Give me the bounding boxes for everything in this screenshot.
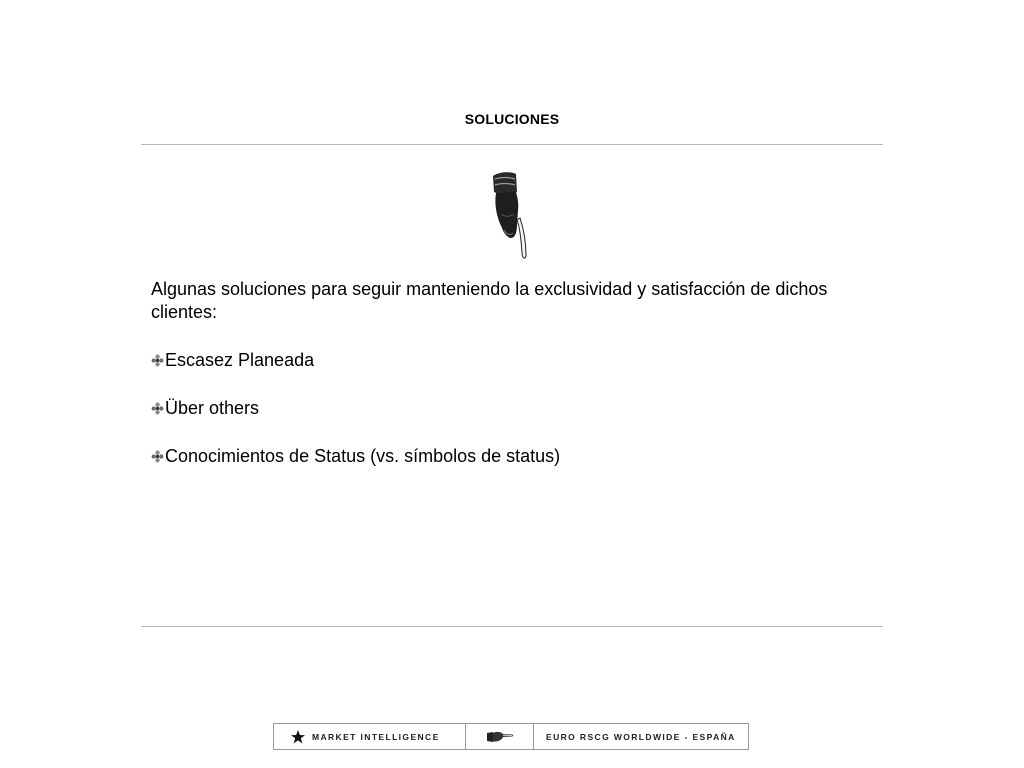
footer-middle	[466, 724, 534, 749]
bullet-text: Conocimientos de Status (vs. símbolos de status)	[165, 446, 561, 466]
slide-content	[151, 278, 871, 493]
slide-title: SOLUCIONES	[464, 111, 560, 127]
footer-bar	[273, 723, 749, 750]
star-icon	[290, 730, 306, 744]
footer-right-label: EURO RSCG WORLDWIDE - ESPAÑA	[546, 731, 736, 742]
footer-right	[534, 724, 748, 749]
intro-text: Algunas soluciones para seguir manteniendo la exclusividad y satisfacción de dichos clientes:	[151, 279, 828, 322]
flower-bullet-icon	[151, 450, 164, 463]
pointing-hand-icon	[486, 730, 514, 744]
bottom-divider	[141, 626, 883, 627]
flower-bullet-icon	[151, 402, 164, 415]
flower-bullet-icon	[151, 354, 164, 367]
bullet-item	[151, 349, 871, 372]
pointing-hand-icon	[484, 170, 534, 264]
bullet-item	[151, 445, 871, 468]
footer-left	[274, 724, 466, 749]
footer-left-label: MARKET INTELLIGENCE	[312, 731, 440, 742]
bullet-text: Escasez Planeada	[165, 350, 315, 370]
bullet-item	[151, 397, 871, 420]
bullet-text: Über others	[165, 398, 260, 418]
top-divider	[141, 144, 883, 145]
